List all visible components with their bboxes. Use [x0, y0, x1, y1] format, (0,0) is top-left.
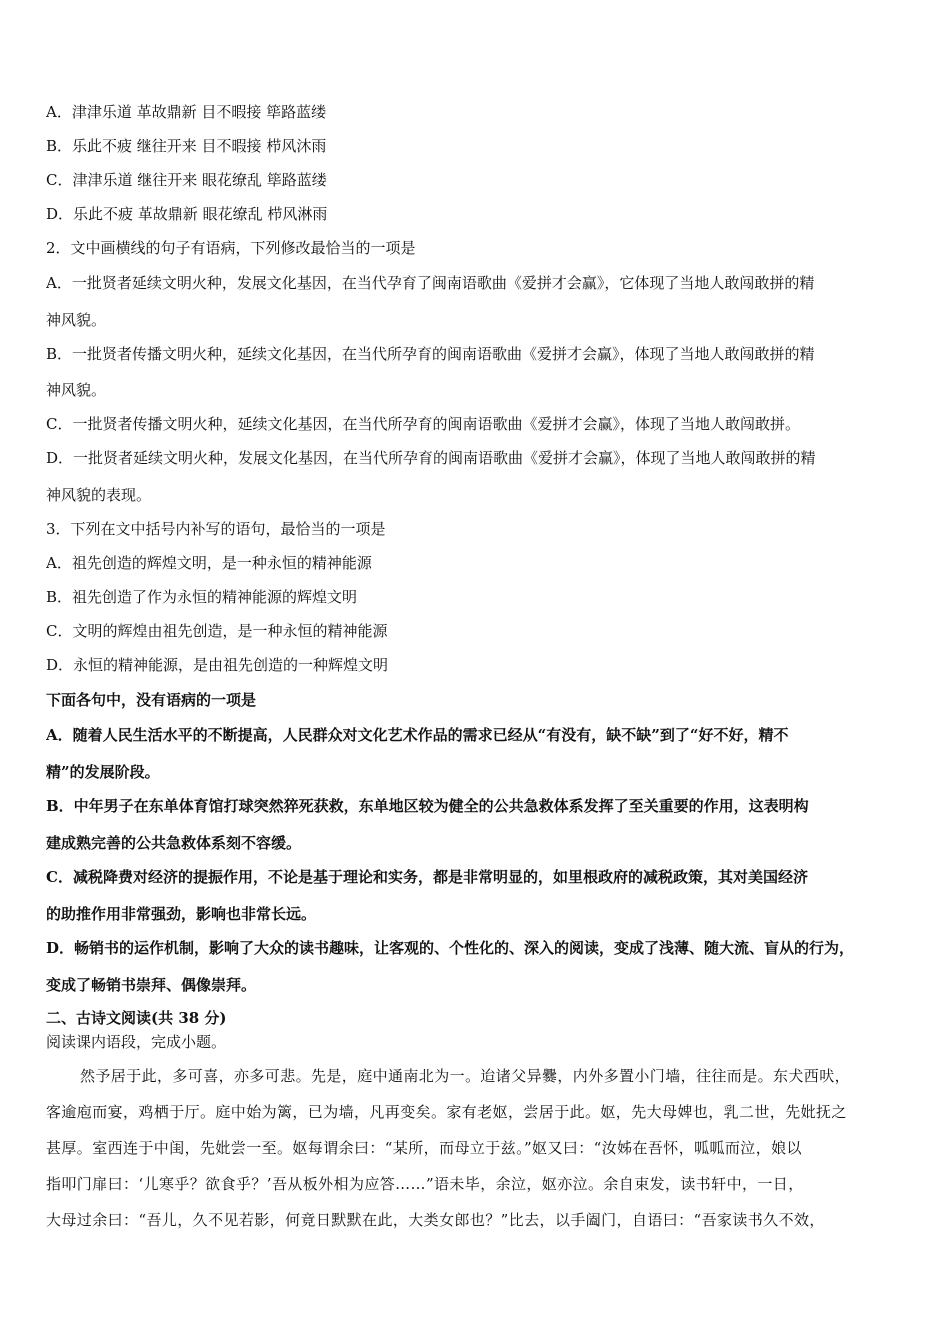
q3-option-c: C．文明的辉煌由祖先创造，是一种永恒的精神能源: [46, 622, 388, 640]
q3-option-b: B．祖先创造了作为永恒的精神能源的辉煌文明: [46, 588, 358, 606]
q4-option-a-line2: 精”的发展阶段。: [46, 763, 160, 781]
passage-line-3: 甚厚。室西连于中闺，先妣尝一至。妪每谓余曰：“某所，而母立于兹。”妪又曰：“汝姊在吾怀，呱呱而泣，娘以: [46, 1139, 802, 1157]
q4-option-d-line2: 变成了畅销书崇拜、偶像崇拜。: [46, 976, 257, 994]
q1-option-a: A．津津乐道 革故鼎新 目不暇接 筚路蓝缕: [46, 103, 327, 121]
q4-option-d-line1: D．畅销书的运作机制，影响了大众的读书趣味，让客观的、个性化的、深入的阅读，变成了浅薄、随大流、盲从的行为，: [46, 939, 855, 957]
q4-option-c-line2: 的助推作用非常强劲，影响也非常长远。: [46, 905, 317, 923]
q3-option-d: D．永恒的精神能源，是由祖先创造的一种辉煌文明: [46, 656, 389, 674]
section-heading: 二、古诗文阅读(共 38 分): [46, 1009, 227, 1027]
q4-stem: 下面各句中，没有语病的一项是: [46, 691, 257, 709]
q2-option-b-line1: B．一批贤者传播文明火种，延续文化基因，在当代所孕育的闽南语歌曲《爱拼才会赢》，体现了当地人敢闯敢拼的精: [46, 345, 815, 363]
q2-option-d-line2: 神风貌的表现。: [46, 486, 152, 504]
passage-line-1: 然予居于此，多可喜，亦多可悲。先是，庭中通南北为一。迨诸父异爨，内外多置小门墙，往往而是。东犬西吠，: [80, 1067, 851, 1085]
q4-option-c-line1: C．减税降费对经济的提振作用，不论是基于理论和实务，都是非常明显的，如里根政府的减税政策，其对美国经济: [46, 868, 808, 886]
q3-option-a: A．祖先创造的辉煌文明，是一种永恒的精神能源: [46, 554, 372, 572]
q1-option-d: D．乐此不疲 革故鼎新 眼花缭乱 栉风淋雨: [46, 205, 328, 223]
q4-option-a-line1: A．随着人民生活水平的不断提高，人民群众对文化艺术作品的需求已经从“有没有，缺不缺”到了“好不好，精不: [46, 726, 789, 744]
q4-option-b-line2: 建成熟完善的公共急救体系刻不容缓。: [46, 834, 302, 852]
q2-option-d-line1: D．一批贤者延续文明火种，发展文化基因，在当代所孕育的闽南语歌曲《爱拼才会赢》，体现了当地人敢闯敢拼的精: [46, 449, 816, 467]
q2-option-b-line2: 神风貌。: [46, 381, 107, 399]
q1-option-b: B．乐此不疲 继往开来 目不暇接 栉风沐雨: [46, 137, 327, 155]
q2-option-a-line1: A．一批贤者延续文明火种，发展文化基因，在当代孕育了闽南语歌曲《爱拼才会赢》，它体现了当地人敢闯敢拼的精: [46, 274, 815, 292]
q3-stem: 3．下列在文中括号内补写的语句，最恰当的一项是: [46, 520, 386, 538]
section-instruction: 阅读课内语段，完成小题。: [46, 1033, 227, 1051]
passage-line-2: 客逾庖而宴，鸡栖于厅。庭中始为篱，已为墙，凡再变矣。家有老妪，尝居于此。妪，先大母婢也，乳二世，先妣抚之: [46, 1103, 847, 1121]
passage-line-4: 指叩门扉曰：‘儿寒乎？欲食乎？’吾从板外相为应答……”语未毕，余泣，妪亦泣。余自束发，读书轩中，一日，: [46, 1175, 804, 1193]
q2-option-a-line2: 神风貌。: [46, 311, 107, 329]
q4-option-b-line1: B．中年男子在东单体育馆打球突然猝死获救，东单地区较为健全的公共急救体系发挥了至关重要的作用，这表明构: [46, 797, 809, 815]
q2-stem: 2．文中画横线的句子有语病，下列修改最恰当的一项是: [46, 239, 416, 257]
q2-option-c: C．一批贤者传播文明火种，延续文化基因，在当代所孕育的闽南语歌曲《爱拼才会赢》，体现了当地人敢闯敢拼。: [46, 415, 800, 433]
passage-line-5: 大母过余曰：“吾儿，久不见若影，何竟日默默在此，大类女郎也？”比去，以手阖门，自语曰：“吾家读书久不效，: [46, 1211, 825, 1229]
q1-option-c: C．津津乐道 继往开来 眼花缭乱 筚路蓝缕: [46, 171, 327, 189]
